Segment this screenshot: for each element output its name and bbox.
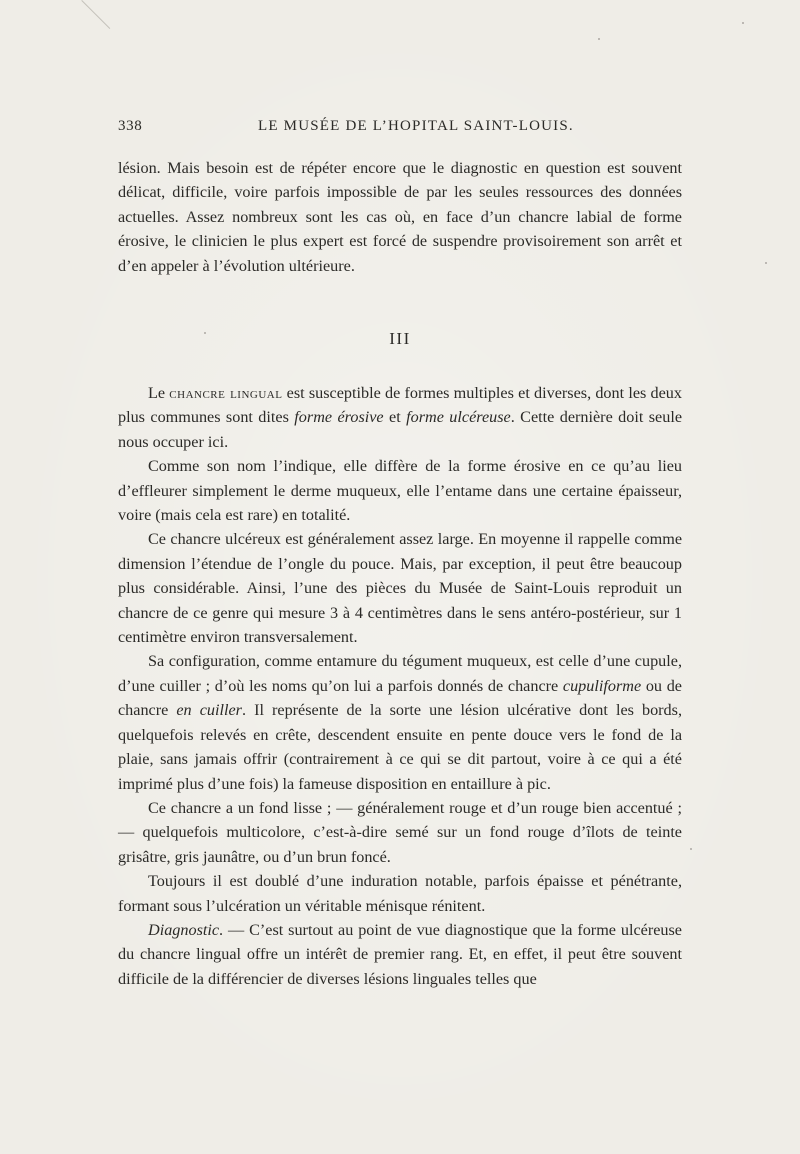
page-edge-mark [81,0,110,29]
paper-speck [690,848,692,850]
italic-term: forme ulcéreuse [406,408,511,427]
running-header [118,118,684,138]
section-body [118,381,682,991]
paragraph [118,918,682,991]
text-run: et [383,408,407,427]
paragraph: Toujours il est doublé d’une induration notable, parfois épaisse et pénétrante, formant sous l’ulcération un véritable ménisque rénitent. [118,872,682,915]
text-run: . Il représente de la sorte une lésion ulcérative dont les bords, quelquefois relevés en crête, descendent ensuite en pente douce vers le fond de la plaie, sans jamais offrir (contrairement à ce qui se dit partout, voire à ce qui a été imprimé plus d’une fois) la fameuse disposition en entaillure à pic. [118,701,682,793]
italic-term: forme érosive [294,408,384,427]
paragraph [118,649,682,795]
text-run: ou de chancre [118,676,682,720]
running-title: LE MUSÉE DE L’HOPITAL SAINT-LOUIS. [258,118,574,134]
paragraph [118,381,682,454]
text-run: . Cette dernière doit seule nous occuper ici. [118,408,683,451]
italic-term: en cuiller [176,701,242,720]
paragraph: Ce chancre a un fond lisse ; — généralement rouge et d’un rouge bien accentué ; — quelquefois multicolore, c’est-à-dire semé sur un fond rouge d’îlots de teinte grisâtre, gris jaunâtre, ou d’un brun foncé. [118,798,682,866]
text-run: . — C’est surtout au point de vue diagnostique que la forme ulcéreuse du chancre lingual offre un intérêt de premier rang. Et, en effet, il peut être souvent difficile de la différencier de diverses lésions linguales telles que [118,920,682,988]
paragraph: Ce chancre ulcéreux est généralement assez large. En moyenne il rappelle comme dimension l’étendue de l’ongle du pouce. Mais, par exception, il peut être beaucoup plus considérable. Ainsi, l’une des pièces du Musée de Saint-Louis reproduit un chancre de ce genre qui mesure 3 à 4 centimètres dans le sens antéro-postérieur, sur 1 centimètre environ transversalement. [118,530,682,647]
italic-term: cupuliforme [562,676,642,695]
paragraph: Comme son nom l’indique, elle diffère de la forme érosive en ce qu’au lieu d’effleurer simplement le derme muqueux, elle l’entame dans une certaine épaisseur, voire (mais cela est rare) en totalité. [118,457,682,525]
text-run: Sa configuration, comme entamure du tégument muqueux, est celle d’une cupule, d’une cuiller ; d’où les noms qu’on lui a parfois donnés de chancre [118,652,682,695]
text-run: Le [148,384,170,402]
paper-speck [742,22,744,24]
paper-speck [598,38,600,40]
page-number: 338 [118,118,143,134]
section-heading: III [389,329,411,348]
italic-term: Diagnostic [148,920,220,939]
paragraph-continued: lésion. Mais besoin est de répéter encore que le diagnostic en question est souvent délicat, difficile, voire parfois impossible de par les seules ressources des données actuelles. Assez nombreux sont les cas où, en face d’un chancre labial de forme érosive, le clinicien le plus expert est forcé de suspendre provisoirement son arrêt et d’en appeler à l’évolution ultérieure. [118,159,682,275]
text-run: est susceptible de formes multiples et diverses, dont les deux plus communes sont dites [118,384,682,427]
small-caps-term: chancre lingual [169,384,283,402]
paper-speck [765,262,767,264]
continued-paragraph-block [118,156,682,278]
